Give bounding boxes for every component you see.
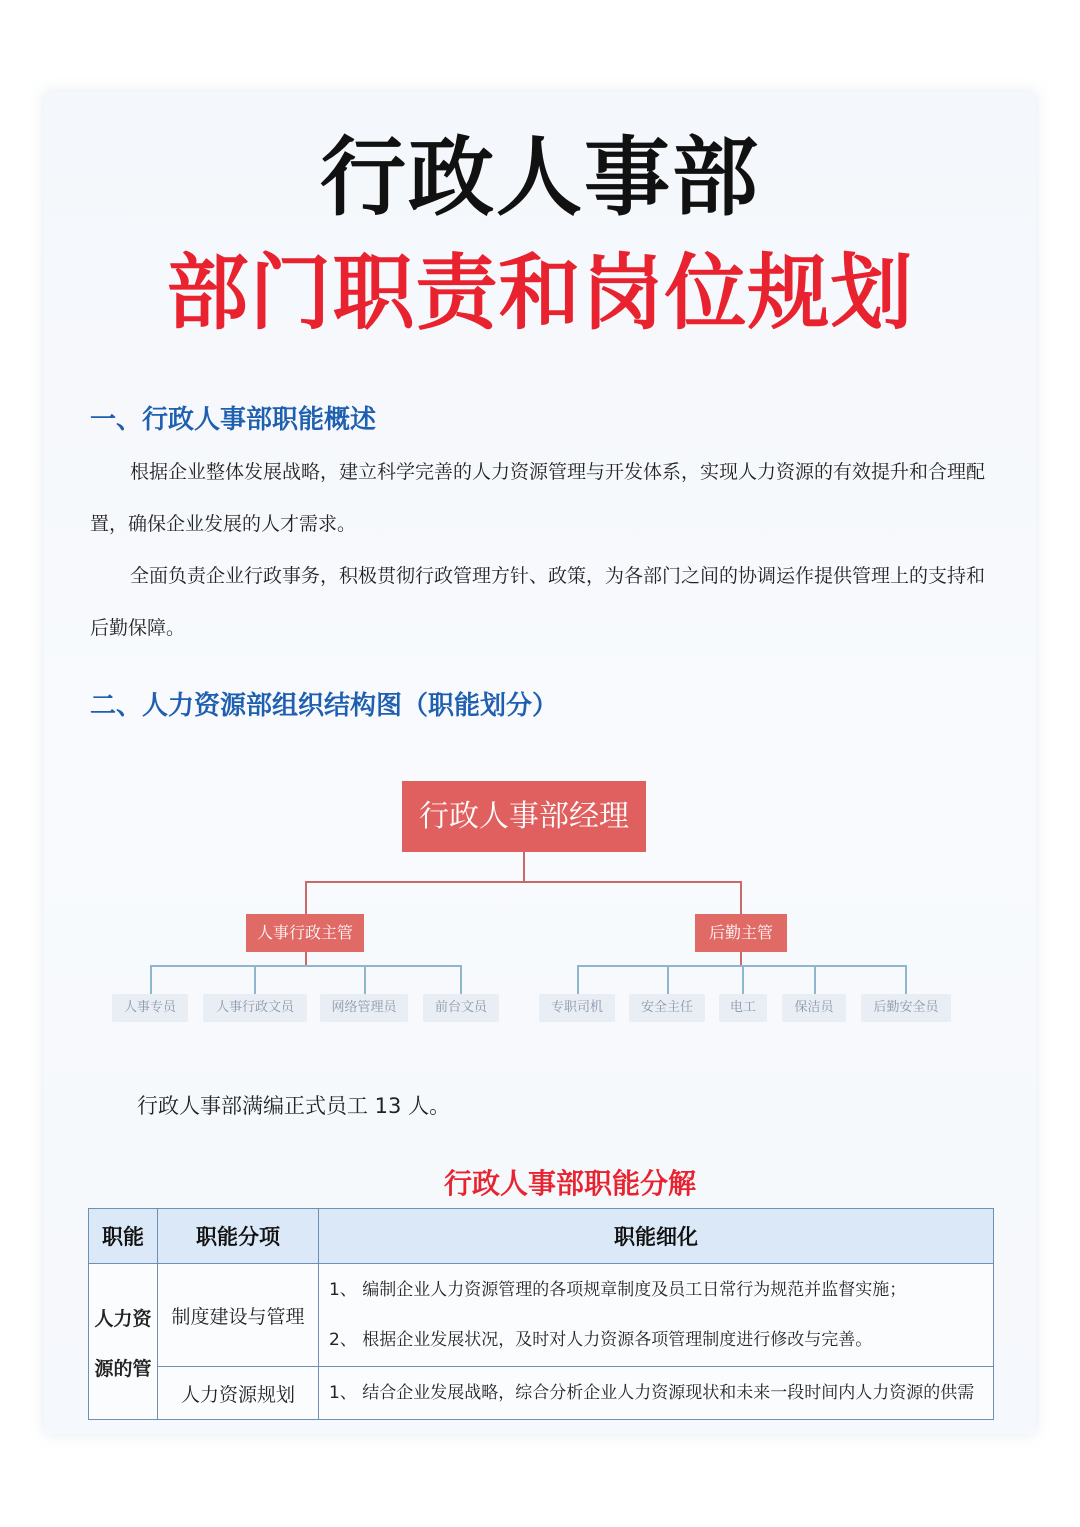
org-leaf-hr-specialist: 人事专员 — [112, 994, 188, 1022]
connector-line — [740, 952, 742, 966]
detail-cell — [319, 1264, 994, 1367]
connector-line — [150, 965, 462, 967]
org-leaf-electrician: 电工 — [719, 994, 767, 1022]
detail-line: 1、 编制企业人力资源管理的各项规章制度及员工日常行为规范并监督实施； — [329, 1280, 907, 1300]
connector-line — [740, 881, 742, 914]
org-node-hr-admin-supervisor: 人事行政主管 — [246, 914, 364, 952]
connector-line — [305, 952, 307, 966]
page-subtitle: 部门职责和岗位规划 — [166, 246, 914, 341]
org-leaf-network-admin: 网络管理员 — [320, 994, 408, 1022]
detail-line: 1、 结合企业发展战略，综合分析企业人力资源现状和未来一段时间内人力资源的供需 — [329, 1383, 975, 1403]
org-leaf-front-desk-clerk: 前台文员 — [423, 994, 499, 1022]
org-leaf-logistics-safety-officer: 后勤安全员 — [861, 994, 951, 1022]
org-leaf-driver: 专职司机 — [539, 994, 615, 1022]
connector-line — [905, 965, 907, 994]
connector-line — [523, 852, 525, 882]
table-row — [89, 1264, 994, 1367]
page-title: 行政人事部 — [320, 128, 760, 228]
connector-line — [667, 965, 669, 994]
table-row — [89, 1367, 994, 1420]
table-header-cell: 职能细化 — [319, 1209, 994, 1264]
category-cell: 人力资源的管 — [89, 1264, 158, 1420]
connector-line — [577, 965, 579, 994]
table-header-cell: 职能 — [89, 1209, 158, 1264]
org-node-logistics-supervisor: 后勤主管 — [695, 914, 787, 952]
overview-paragraph-2: 全面负责企业行政事务，积极贯彻行政管理方针、政策，为各部门之间的协调运作提供管理上的支持和后勤保障。 — [90, 565, 986, 639]
connector-line — [254, 965, 256, 994]
connector-line — [814, 965, 816, 994]
connector-line — [305, 881, 742, 883]
connector-line — [460, 965, 462, 994]
duty-table-title: 行政人事部职能分解 — [443, 1167, 696, 1200]
section-heading-org-chart: 二、人力资源部组织结构图（职能划分） — [90, 691, 559, 721]
subitem-cell: 人力资源规划 — [158, 1367, 319, 1420]
table-header-cell: 职能分项 — [158, 1209, 319, 1264]
org-leaf-hr-admin-clerk: 人事行政文员 — [203, 994, 307, 1022]
detail-line: 2、 根据企业发展状况，及时对人力资源各项管理制度进行修改与完善。 — [329, 1330, 873, 1350]
connector-line — [150, 965, 152, 994]
connector-line — [742, 965, 744, 994]
staff-count-note: 行政人事部满编正式员工 13 人。 — [137, 1094, 451, 1118]
table-header-row — [89, 1209, 994, 1264]
connector-line — [364, 965, 366, 994]
org-leaf-safety-director: 安全主任 — [629, 994, 705, 1022]
connector-line — [305, 881, 307, 914]
org-node-manager: 行政人事部经理 — [402, 781, 646, 852]
detail-cell — [319, 1367, 994, 1420]
org-leaf-cleaner: 保洁员 — [782, 994, 846, 1022]
overview-paragraph-1: 根据企业整体发展战略，建立科学完善的人力资源管理与开发体系，实现人力资源的有效提升和合理配置，确保企业发展的人才需求。 — [90, 461, 986, 535]
duty-table — [88, 1208, 994, 1420]
section-heading-overview: 一、行政人事部职能概述 — [90, 405, 377, 435]
subitem-cell: 制度建设与管理 — [158, 1264, 319, 1367]
